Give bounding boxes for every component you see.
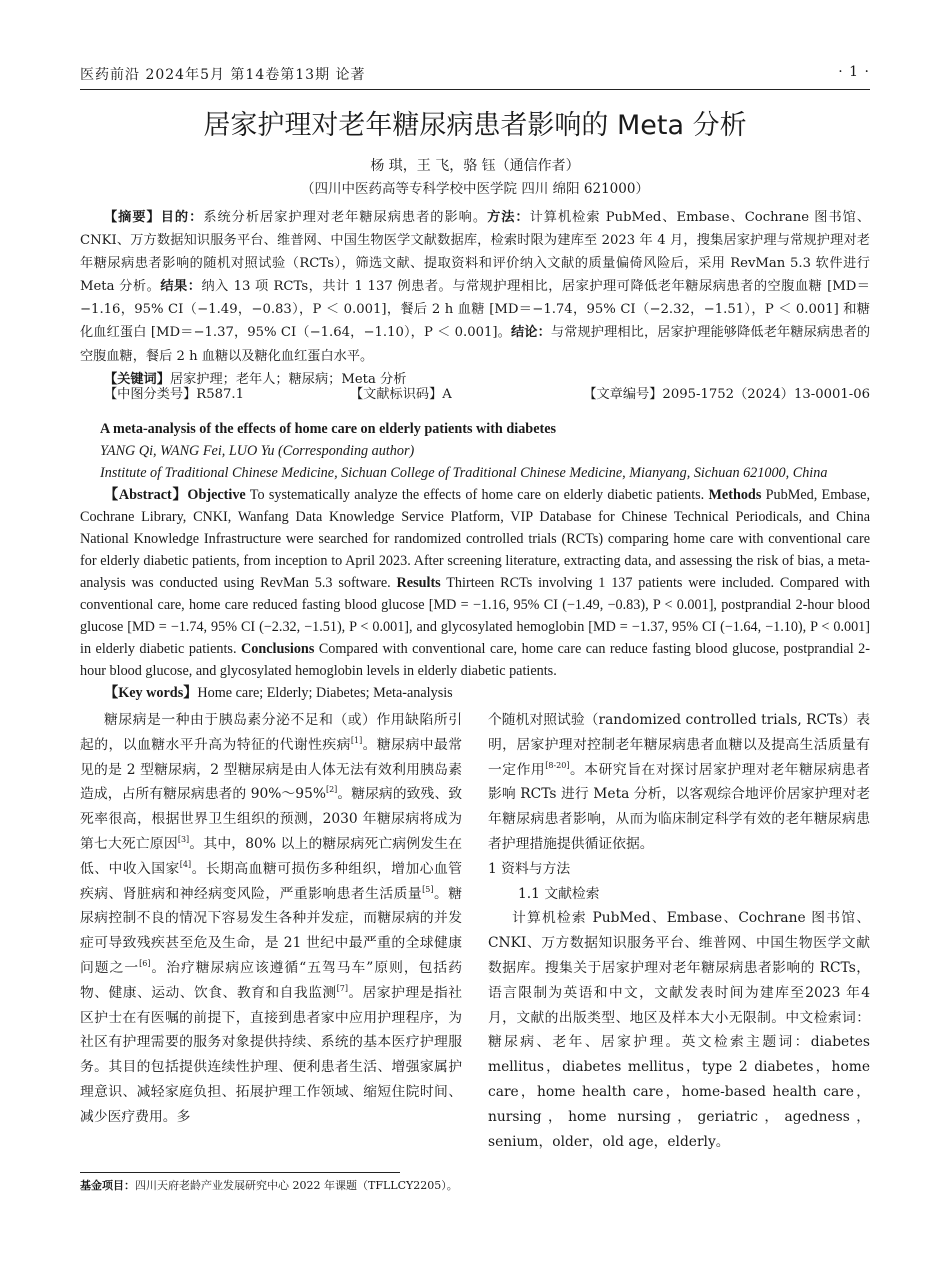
funding-text: 四川天府老龄产业发展研究中心 2022 年课题（TFLLCY2205）。 xyxy=(135,1179,458,1192)
journal-page xyxy=(80,0,870,1280)
text-run: 。糖尿病的致残、致死率很高，根据世界卫生组织的预测，2030 年糖尿病将成为第七大死亡原因 xyxy=(80,786,463,852)
objective-label-en: Objective xyxy=(187,487,246,503)
abstract-paragraph xyxy=(80,206,870,368)
results-label: 结果： xyxy=(160,279,202,295)
objective-text-en: To systematically analyze the effects of home care on elderly diabetic patients. xyxy=(245,487,709,503)
citation-ref[interactable]: [5] xyxy=(422,884,434,894)
results-text-en: Thirteen RCTs involving 1 137 patients were included. Compared with conventional care, home care reduced fasting blood glucose [MD = −1.16, 95% CI (−1.49, −0.83), P < 0.001], postprandial 2-hour blood glucose [MD = −1.74, 95% CI (−2.32, −1.51), P < 0.001], and glycosylated hemoglobin [MD = −1.37, 95% CI (−1.64, −1.10), P < 0.001] in elderly diabetic patients. xyxy=(80,575,870,657)
keywords-text: 居家护理；老年人；糖尿病；Meta 分析 xyxy=(169,371,407,387)
text-run: 。治疗糖尿病应该遵循“五驾马车”原则，包括药物、健康、运动、饮食、教育和自我监测 xyxy=(80,959,463,1001)
citation-ref[interactable]: [1] xyxy=(350,735,363,745)
citation-ref[interactable]: [4] xyxy=(179,859,192,869)
citation-ref[interactable]: [7] xyxy=(336,983,348,993)
body-column-left xyxy=(80,708,462,1130)
english-keywords-line xyxy=(80,682,870,704)
header-rule xyxy=(80,89,870,90)
text-run: 个随机对照试验（randomized controlled trials, RCTs）表明，居家护理对控制老年糖尿病患者血糖以及提高生活质量有一定作用 xyxy=(488,712,870,778)
search-paragraph: 计算机检索 PubMed、Embase、Cochrane 图书馆、CNKI、万方数据知识服务平台、维普网、中国生物医学文献数据库。搜集关于居家护理对老年糖尿病患者影响的 RCTs，语言限制为英语和中文，文献发表时间为建库至2023 年4 月，文献的出版类型、地区及样本大小无限制。中文检索词：糖尿病、老年、居家护理。英文检索主题词：diabetes mellitus，diabetes mellitus，type 2 diabetes，home care，home health care，home-based health care，nursing，home nursing，geriatric，agedness，senium，older，old age，elderly。 xyxy=(488,910,870,1150)
text-run: 。糖尿病中最常见的是 2 型糖尿病，2 型糖尿病是由人体无法有效利用胰岛素造成，占所有糖尿病患者的 90%～95% xyxy=(80,736,463,803)
document-code: 【文献标识码】A xyxy=(350,387,452,402)
page-number: · 1 · xyxy=(838,64,870,80)
conclusions-label-en: Conclusions xyxy=(241,641,315,657)
journal-info: 医药前沿 2024年5月 第14卷第13期 论著 xyxy=(80,67,366,83)
funding-footnote xyxy=(80,1178,458,1194)
author-list: 杨 琪，王 飞，骆 钰（通信作者） xyxy=(370,158,580,174)
english-authors: YANG Qi, WANG Fei, LUO Yu (Corresponding author) xyxy=(100,443,415,459)
text-run: 糖尿病是一种由于胰岛素分泌不足和（或）作用缺陷所引起的，以血糖水平升高为特征的代谢性疾病 xyxy=(80,712,462,753)
objective-label: 目的： xyxy=(160,210,204,225)
body-column-right xyxy=(488,708,870,1154)
conclusion-label: 结论： xyxy=(510,325,551,341)
english-abstract-block xyxy=(80,418,870,704)
running-header xyxy=(80,64,870,88)
classification-line xyxy=(80,384,870,406)
keywords-text-en: Home care; Elderly; Diabetes; Meta-analysis xyxy=(197,685,453,701)
abstract-label-en: 【Abstract】 xyxy=(104,487,188,503)
keywords-label-en: 【Key words】 xyxy=(104,685,198,701)
citation-ref[interactable]: [3] xyxy=(177,834,190,844)
conclusion-text: 与常规护理相比，居家护理能够降低老年糖尿病患者的空腹血糖，餐后 2 h 血糖以及糖化血红蛋白水平。 xyxy=(80,325,871,364)
keywords-label: 【关键词】 xyxy=(104,371,170,387)
subsection-heading: 1.1 文献检索 xyxy=(518,885,600,902)
english-title: A meta-analysis of the effects of home care on elderly patients with diabetes xyxy=(100,421,557,437)
abstract-label: 【摘要】 xyxy=(104,210,161,225)
affiliation: （四川中医药高等专科学校中医学院 四川 绵阳 621000） xyxy=(301,181,649,197)
methods-text-en: PubMed, Embase, Cochrane Library, CNKI, Wanfang Data Knowledge Service Platform, VIP Database for Chinese Technical Periodicals, and China National Knowledge Infrastructure were searched for randomized controlled trials (RCTs) comparing home care with conventional care for elderly diabetic patients, from inception to April 2023. After screening literature, extracting data, and assessing the risk of bias, a meta-analysis was conducted using RevMan 5.3 software. xyxy=(80,487,871,591)
clc-number: 【中图分类号】R587.1 xyxy=(104,387,244,402)
intro-paragraph xyxy=(80,708,462,1130)
methods-label: 方法： xyxy=(487,210,530,225)
text-run: 。糖尿病控制不良的情况下容易发生各种并发症，而糖尿病的并发症可导致残疾甚至危及生命，是 21 世纪中最严重的全球健康问题之一 xyxy=(80,885,463,976)
citation-ref[interactable]: [8-20] xyxy=(545,760,570,770)
article-title: 居家护理对老年糖尿病患者影响的 Meta 分析 xyxy=(203,110,747,141)
intro-continued xyxy=(488,708,870,857)
chinese-abstract xyxy=(80,206,870,391)
methods-text: 计算机检索 PubMed、Embase、Cochrane 图书馆、CNKI、万方数据知识服务平台、维普网、中国生物医学文献数据库，检索时限为建库至 2023 年 4 月，搜集居家护理与常规护理对老年糖尿病患者影响的随机对照试验（RCTs），筛选文献、提取资料和评价纳入文献的质量偏倚风险后，采用 RevMan 5.3 软件进行 Meta 分析。 xyxy=(80,210,871,295)
article-number: 【文章编号】2095-1752（2024）13-0001-06 xyxy=(583,387,870,402)
text-run: 。长期高血糖可损伤多种组织，增加心血管疾病、肾脏病和神经病变风险，严重影响患者生活质量 xyxy=(80,860,463,902)
results-label-en: Results xyxy=(396,575,441,591)
methods-label-en: Methods xyxy=(708,487,762,503)
footnote-rule xyxy=(80,1172,400,1173)
conclusions-text-en: Compared with conventional care, home care can reduce fasting blood glucose, postprandial 2-hour blood glucose, and glycosylated hemoglobin levels in elderly diabetic patients. xyxy=(80,641,870,679)
english-affiliation: Institute of Traditional Chinese Medicine, Sichuan College of Traditional Chinese Medicine, Mianyang, Sichuan 621000, China xyxy=(100,465,828,481)
citation-ref[interactable]: [6] xyxy=(139,958,151,968)
section-heading: 1 资料与方法 xyxy=(488,860,571,877)
results-text: 纳入 13 项 RCTs，共计 1 137 例患者。与常规护理相比，居家护理可降低老年糖尿病患者的空腹血糖 [MD＝−1.16，95% CI（−1.49，−0.83），P ＜ 0.001]，餐后 2 h 血糖 [MD＝−1.74，95% CI（−2.32，−1.51），P ＜ 0.001] 和糖化血红蛋白 [MD＝−1.37，95% CI（−1.64，−1.10），P ＜ 0.001]。 xyxy=(80,279,870,341)
english-abstract xyxy=(80,484,870,682)
text-run: 。居家护理是指社区护士在有医嘱的前提下，直接到患者家中应用护理程序，为社区有护理需要的服务对象提供持续、系统的基本医疗护理服务。其目的包括提供连续性护理、便利患者生活、增强家属护理意识、减轻家庭负担、拓展护理工作领域、缩短住院时间、减少医疗费用。多 xyxy=(80,984,463,1125)
text-run: 。本研究旨在对探讨居家护理对老年糖尿病患者影响 RCTs 进行 Meta 分析，以客观综合地评价居家护理对老年糖尿病患者影响，从而为临床制定科学有效的老年糖尿病患者护理措施提供循证依据。 xyxy=(488,761,871,852)
funding-label: 基金项目： xyxy=(80,1179,135,1192)
citation-ref[interactable]: [2] xyxy=(325,785,338,795)
text-run: 。其中，80% 以上的糖尿病死亡病例发生在低、中收入国家 xyxy=(80,835,463,877)
objective-text: 系统分析居家护理对老年糖尿病患者的影响。 xyxy=(203,210,488,225)
